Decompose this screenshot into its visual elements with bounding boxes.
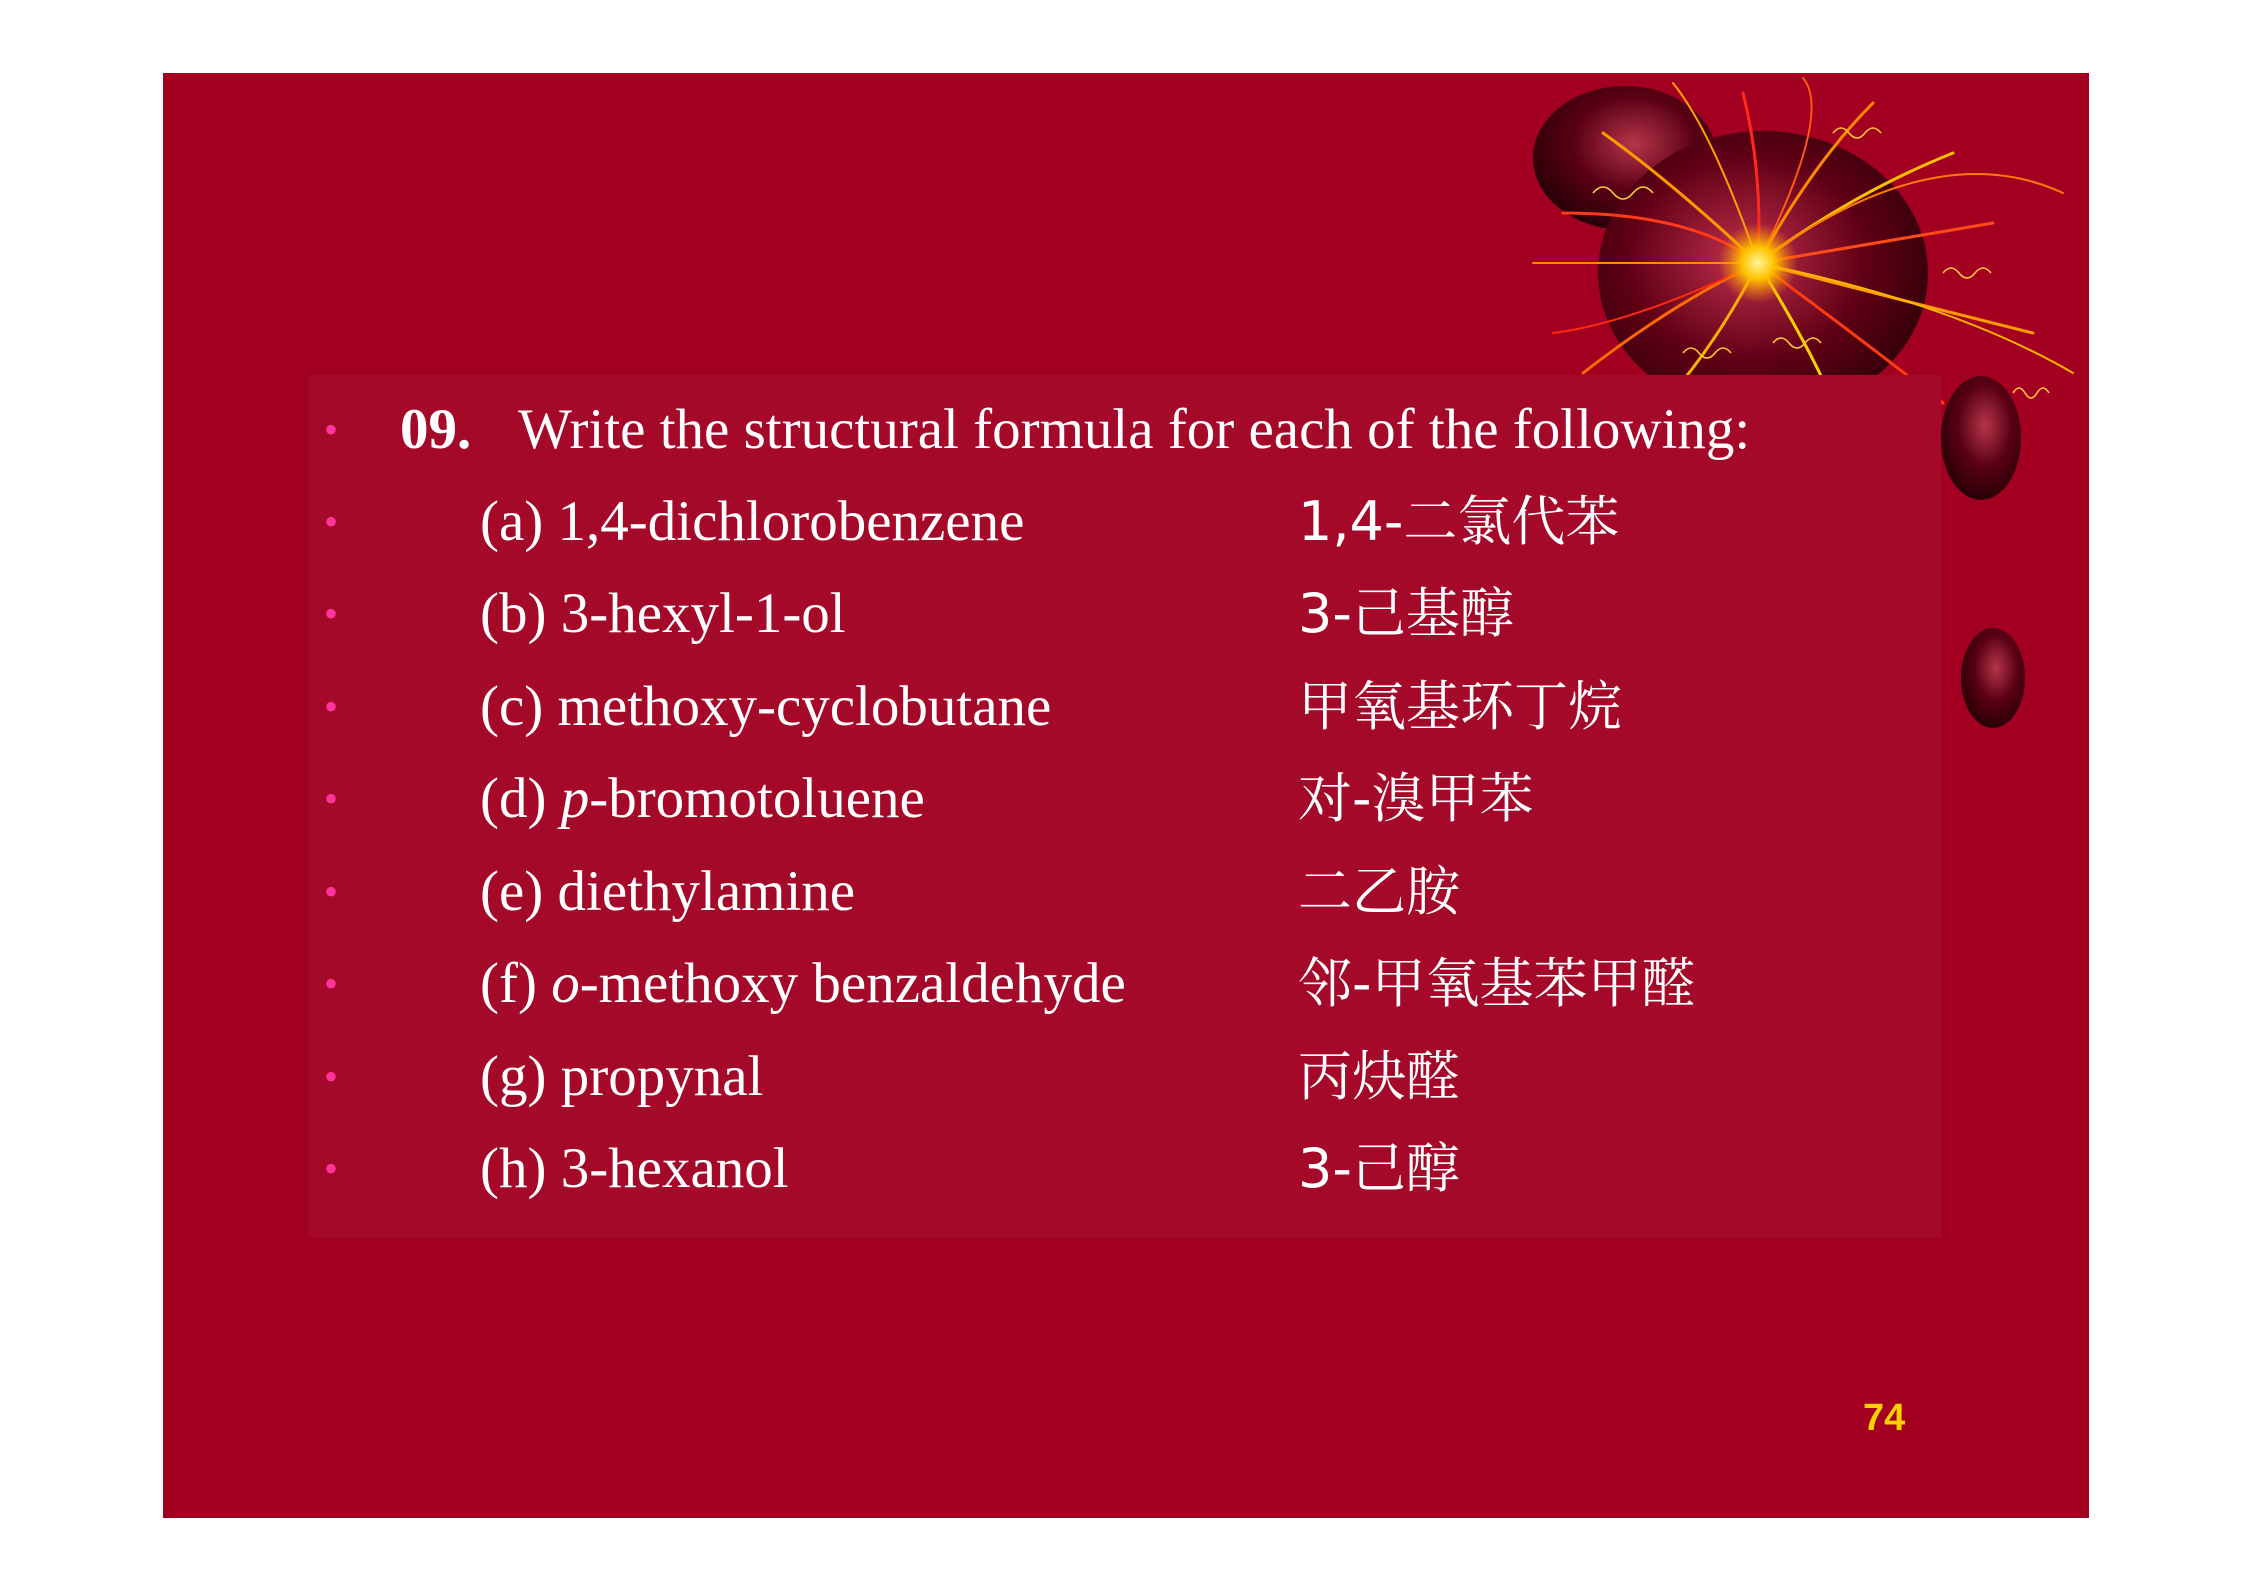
item-chinese: 二乙胺 [1298,860,1460,923]
item-english: (d) p-bromotoluene [480,767,925,830]
item-english: (b) 3-hexyl-1-ol [480,582,846,645]
content-panel [308,375,1941,1238]
bullet-icon: • [324,961,339,1006]
bullet-icon: • [324,776,339,821]
list-item-b [308,569,1941,659]
item-chinese: 甲氧基环丁烷 [1298,675,1622,738]
heading-row [308,385,1941,475]
question-text: Write the structural formula for each of the following: [518,398,1751,461]
bullet-icon: • [324,407,339,452]
item-chinese: 3-己醇 [1298,1137,1460,1200]
bullet-icon: • [324,869,339,914]
item-chinese: 对-溴甲苯 [1298,767,1534,830]
page-number: 74 [1863,1397,1906,1439]
bullet-icon: • [324,499,339,544]
list-item-h [308,1124,1941,1214]
bullet-icon: • [324,1146,339,1191]
question-number: 09. [400,398,472,461]
item-english: (a) 1,4-dichlorobenzene [480,490,1025,553]
list-item-g [308,1032,1941,1122]
bullet-icon: • [324,591,339,636]
item-english: (g) propynal [480,1045,764,1108]
slide [163,73,2089,1518]
bullet-icon: • [324,1054,339,1099]
item-chinese: 3-己基醇 [1298,582,1514,645]
list-item-d [308,754,1941,844]
item-chinese: 丙炔醛 [1298,1045,1460,1108]
list-item-f [308,939,1941,1029]
item-english: (c) methoxy-cyclobutane [480,675,1052,738]
item-english: (h) 3-hexanol [480,1137,789,1200]
list-item-a [308,477,1941,567]
item-english: (e) diethylamine [480,860,856,923]
bullet-icon: • [324,684,339,729]
item-chinese: 邻-甲氧基苯甲醛 [1298,952,1696,1015]
item-chinese: 1,4-二氯代苯 [1298,490,1620,553]
list-item-c [308,662,1941,752]
item-english: (f) o-methoxy benzaldehyde [480,952,1126,1015]
list-item-e [308,847,1941,937]
